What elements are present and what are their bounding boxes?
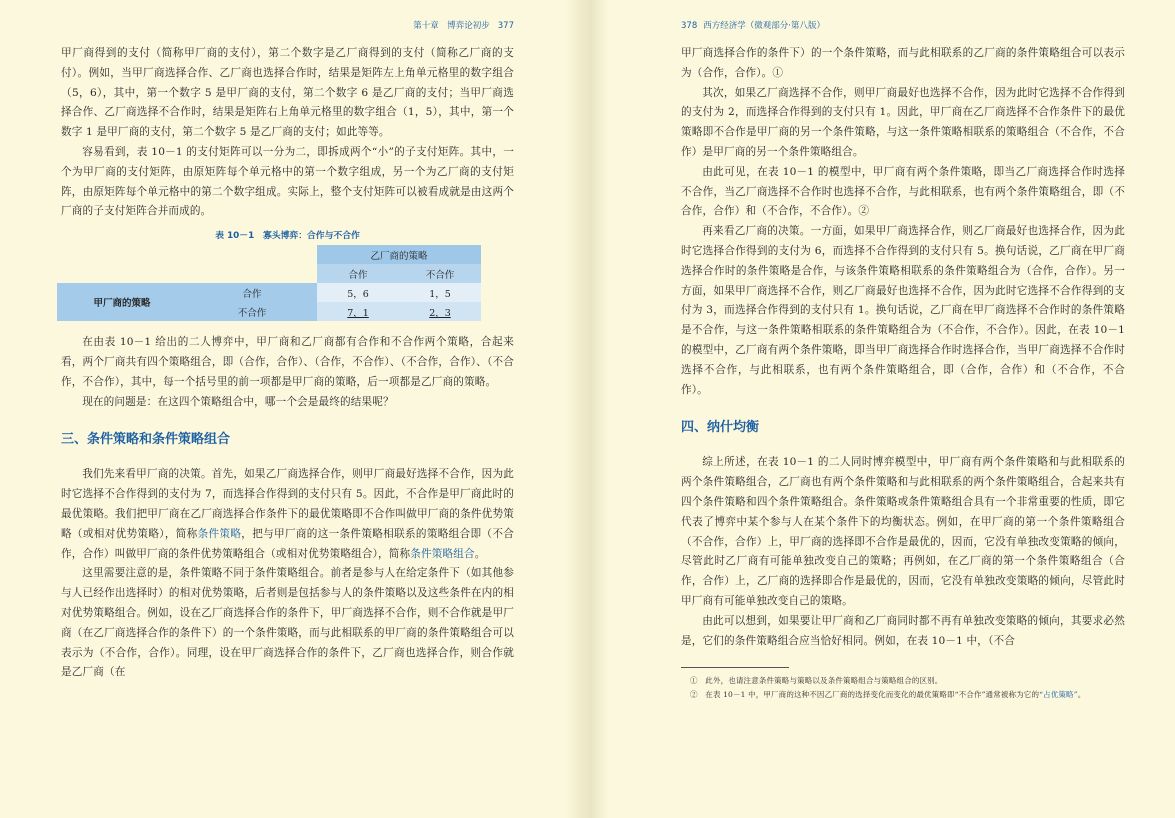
chapter-title: 第十章 博弈论初步 [413,21,490,31]
column-header-cooperate: 合作 [317,264,399,283]
row-header-defect: 不合作 [187,302,317,321]
book-title: 西方经济学（微观部分·第八版） [703,21,825,31]
left-paragraph-1: 甲厂商得到的支付（简称甲厂商的支付），第二个数字是乙厂商得到的支付（简称乙厂商的支付）。例如，当甲厂商选择合作、乙厂商也选择合作时，结果是矩阵左上角单元格里的数字组合（5，6），其中，第一个数字 5 是甲厂商的支付，第二个数字 6 是乙厂商的支付；当甲厂商选择合作、乙厂商选择不合作时，结果是矩阵右上角单元格里的数字组合（1，5），其中，第一个数字 1 是甲厂商的支付，第二个数字 5 是乙厂商的支付；如此等等。 [61,47,514,139]
table-caption: 表 10－1 寡头博弈：合作与不合作 [215,231,360,242]
cell-defect-defect: 2，3 [399,302,481,321]
row-group-header: 甲厂商的策略 [57,283,187,321]
right-paragraph-2: 其次，如果乙厂商选择不合作，则甲厂商最好也选择不合作，因为此时它选择不合作得到的支付为 2，而选择合作得到的支付只有 1。因此，甲厂商在乙厂商选择不合作条件下的最优策略即不合作是甲厂商的另一个条件策略，与这一条件策略相联系的策略组合（不合作，不合作）是甲厂商的另一个条件策略组合。 [681,86,1125,158]
footnote-2: ② 在表 10－1 中，甲厂商的这种不因乙厂商的选择变化而变化的最优策略即“不合作”通常被称为它的“占优策略”。 [690,690,1086,700]
left-paragraph-6: 这里需要注意的是，条件策略不同于条件策略组合。前者是参与人在给定条件下（如其他参与人已经作出选择时）的相对优势策略，后者则是包括参与人的条件策略以及这些条件在内的相对优势策略组合。例如，设在乙厂商选择合作的条件下，甲厂商选择不合作，则不合作就是甲厂商（在乙厂商选择合作的条件下）的一个条件策略，而与此相联系的甲厂商的条件策略组合可以表示为（不合作，合作）。同理，设在甲厂商选择合作的条件下，乙厂商也选择合作，则合作就是乙厂商（在 [61,567,514,679]
cell-defect-cooperate: 7，1 [317,302,399,321]
keyword-conditional-strategy-profile: 条件策略组合 [410,547,475,560]
left-paragraph-3: 在由表 10－1 给出的二人博弈中，甲厂商和乙厂商都有合作和不合作两个策略，合起来看，两个厂商共有四个策略组合，即（合作，合作）、（合作，不合作）、（不合作，合作）、（不合作，不合作），其中，每一个括号里的前一项都是甲厂商的策略，后一项都是乙厂商的策略。 [61,336,514,388]
left-running-header [61,0,514,44]
right-paragraph-4: 再来看乙厂商的决策。一方面，如果甲厂商选择合作，则乙厂商最好也选择合作，因为此时它选择合作得到的支付为 6，而选择不合作得到的支付只有 5。换句话说，乙厂商在甲厂商选择合作时的条件策略是合作，与该条件策略相联系的条件策略组合为（合作，合作）。另一方面，如果甲厂商选择不合作，则乙厂商最好也选择不合作，因为此时它选择不合作得到的支付为 3，而选择合作得到的支付只有 1。换句话说，乙厂商在甲厂商选择不合作时的条件策略是不合作，与这一条件策略相联系的条件策略组合为（不合作，不合作）。因此，在表 10－1 的模型中，乙厂商有两个条件策略，即当甲厂商选择合作时选择合作，当甲厂商选择不合作时选择不合作，与此相联系，也有两个条件策略组合，即（合作，合作）和（不合作，不合作）。 [681,225,1125,396]
column-header-defect: 不合作 [399,264,481,283]
left-page [0,0,566,818]
keyword-conditional-strategy: 条件策略 [197,527,242,540]
right-paragraph-3: 由此可见，在表 10－1 的模型中，甲厂商有两个条件策略，即当乙厂商选择合作时选择不合作，当乙厂商选择不合作时也选择不合作，与此相联系，也有两个条件策略组合，即（不合作，合作）和（不合作，不合作）。② [681,165,1125,218]
row-header-cooperate: 合作 [187,283,317,302]
footnote-1: ① 此外，也请注意条件策略与策略以及条件策略组合与策略组合的区别。 [690,676,943,686]
right-paragraph-1: 甲厂商选择合作的条件下）的一个条件策略，而与此相联系的乙厂商的条件策略组合可以表示为（合作，合作）。① [681,47,1125,79]
page-number-left: 377 [497,21,514,31]
right-paragraph-5: 综上所述，在表 10－1 的二人同时博弈模型中，甲厂商有两个条件策略和与此相联系的两个条件策略组合，乙厂商也有两个条件策略和与此相联系的两个条件策略组合，合起来共有四个条件策略和四个条件策略组合。条件策略或条件策略组合具有一个非常重要的性质，即它代表了博弈中某个参与人在某个条件下的均衡状态。例如，在甲厂商的第一个条件策略组合（不合作，合作）上，甲厂商的选择即不合作是最优的，因而，它没有单独改变策略的倾向，尽管此时乙厂商有可能单独改变自己的策略；再例如，在乙厂商的第一个条件策略组合（合作，合作）上，乙厂商的选择即合作是最优的，因而，它没有单独改变策略的倾向，尽管此时甲厂商有可能单独改变自己的策略。 [681,456,1125,607]
page-number-right: 378 [681,21,698,31]
keyword-dominant-strategy: “占优策略” [1039,690,1078,700]
section-heading-3: 三、条件策略和条件策略组合 [61,432,231,448]
left-paragraph-2: 容易看到，表 10－1 的支付矩阵可以一分为二，即拆成两个“小”的子支付矩阵。其中，一个为甲厂商的支付矩阵，由原矩阵每个单元格中的第一个数字组成，另一个为乙厂商的支付矩阵，由原矩阵每个单元格中的第二个数字组成。实际上，整个支付矩阵可以被看成就是由这两个厂商的子支付矩阵合并而成的。 [61,145,514,218]
right-page [608,0,1175,818]
cell-cooperate-defect: 1，5 [399,283,481,302]
book-gutter [566,0,608,818]
payoff-matrix-table [57,245,481,321]
column-group-header: 乙厂商的策略 [317,245,481,264]
left-paragraph-4: 现在的问题是：在这四个策略组合中，哪一个会是最终的结果呢？ [82,395,394,408]
section-heading-4: 四、纳什均衡 [681,420,760,436]
cell-cooperate-cooperate: 5，6 [317,283,399,302]
right-running-header [681,0,1125,44]
footnote-separator [681,667,789,668]
left-paragraph-5: 我们先来看甲厂商的决策。首先，如果乙厂商选择合作，则甲厂商最好选择不合作，因为此时它选择不合作得到的支付为 7，而选择合作得到的支付只有 5。因此，不合作是甲厂商此时的最优策略。我们把甲厂商在乙厂商选择合作条件下的最优策略即不合作叫做甲厂商的条件优势策略（或相对优势策略），简称条件策略，把与甲厂商的这一条件策略相联系的策略组合即（不合作，合作）叫做甲厂商的条件优势策略组合（或相对优势策略组合），简称条件策略组合。 [61,468,514,560]
right-paragraph-6: 由此可以想到，如果要让甲厂商和乙厂商同时都不再有单独改变策略的倾向，其要求必然是，它们的条件策略组合应当恰好相同。例如，在表 10－1 中，（不合 [681,614,1125,647]
